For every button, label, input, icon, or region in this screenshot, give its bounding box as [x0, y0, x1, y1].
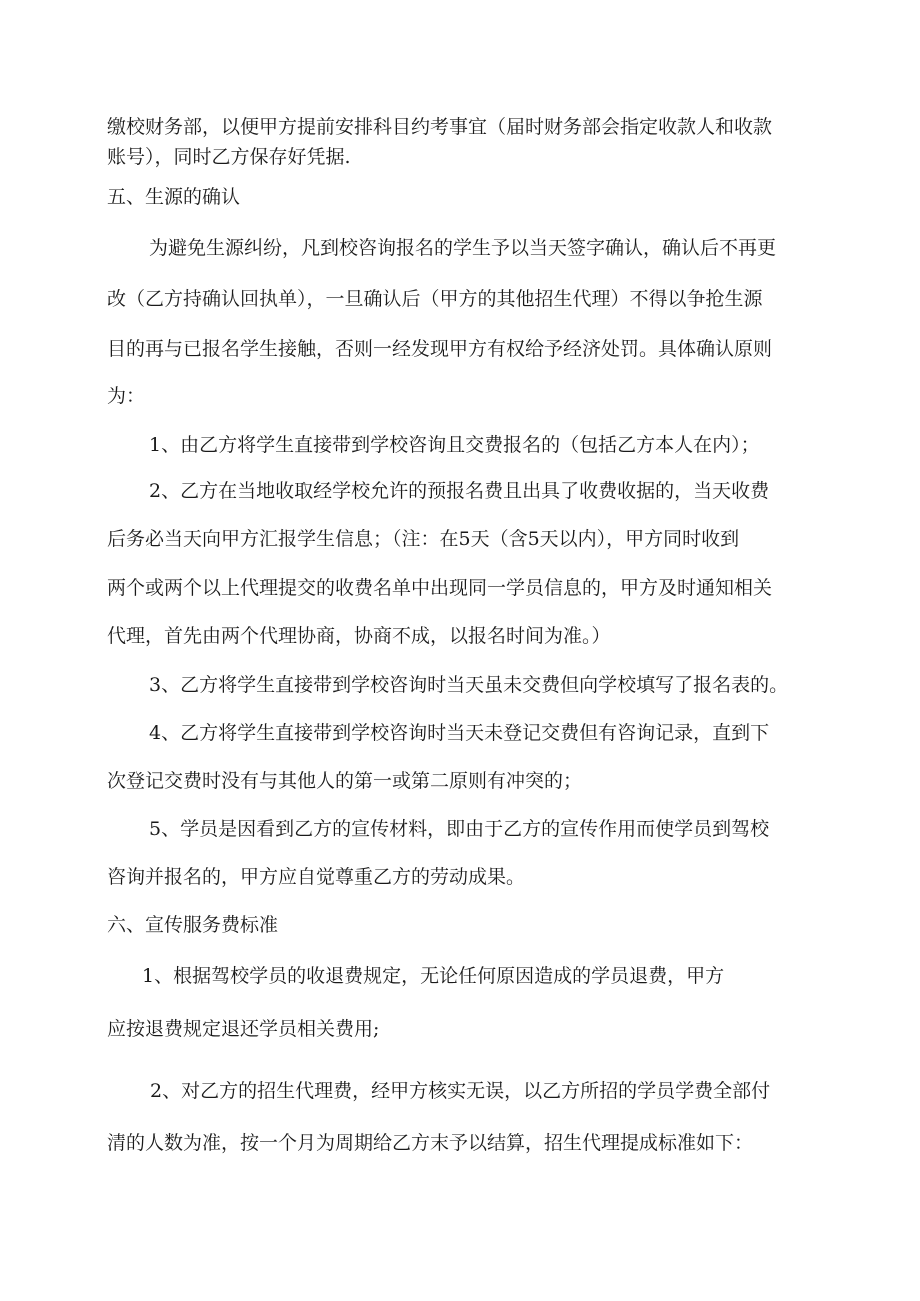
paragraph-line: 账号），同时乙方保存好凭据.: [107, 146, 351, 168]
paragraph-line: 缴校财务部，以便甲方提前安排科目约考事宜（届时财务部会指定收款人和收款: [107, 116, 773, 138]
list-item-line: 后务必当天向甲方汇报学生信息；（注：在5天（含5天以内），甲方同时收到: [107, 528, 740, 550]
list-item: 2、乙方在当地收取经学校允许的预报名费且出具了收费收据的，当天收费: [149, 480, 770, 502]
list-item: 1、根据驾校学员的收退费规定，无论任何原因造成的学员退费，甲方: [142, 965, 725, 987]
paragraph-line: 改（乙方持确认回执单），一旦确认后（甲方的其他招生代理）不得以争抢生源: [107, 288, 763, 310]
list-item: 3、乙方将学生直接带到学校咨询时当天虽未交费但向学校填写了报名表的。: [149, 674, 789, 696]
paragraph-line: 目的再与已报名学生接触，否则一经发现甲方有权给予经济处罚。具体确认原则: [107, 338, 773, 360]
list-item-line: 两个或两个以上代理提交的收费名单中出现同一学员信息的，甲方及时通知相关: [107, 577, 773, 599]
paragraph-line: 为：: [107, 385, 146, 407]
section-heading: 六、宣传服务费标准: [107, 914, 279, 936]
list-item: 1、由乙方将学生直接带到学校咨询且交费报名的（包括乙方本人在内）；: [149, 434, 760, 456]
paragraph-line: 为避免生源纠纷，凡到校咨询报名的学生予以当天签字确认，确认后不再更: [149, 237, 777, 259]
list-item: 2、对乙方的招生代理费，经甲方核实无误，以乙方所招的学员学费全部付: [150, 1080, 771, 1102]
list-item: 5、学员是因看到乙方的宣传材料，即由于乙方的宣传作用而使学员到驾校: [149, 818, 770, 840]
section-heading: 五、生源的确认: [107, 186, 241, 208]
list-item: 4、乙方将学生直接带到学校咨询时当天未登记交费但有咨询记录，直到下: [149, 722, 770, 744]
list-item-line: 代理，首先由两个代理协商，协商不成，以报名时间为准。）: [107, 625, 611, 647]
list-item-line: 咨询并报名的，甲方应自觉尊重乙方的劳动成果。: [107, 866, 526, 888]
list-item-line: 应按退费规定退还学员相关费用;: [107, 1018, 380, 1040]
list-item-line: 清的人数为准，按一个月为周期给乙方末予以结算，招生代理提成标准如下：: [107, 1132, 754, 1154]
list-item-line: 次登记交费时没有与其他人的第一或第二原则有冲突的；: [107, 770, 583, 792]
